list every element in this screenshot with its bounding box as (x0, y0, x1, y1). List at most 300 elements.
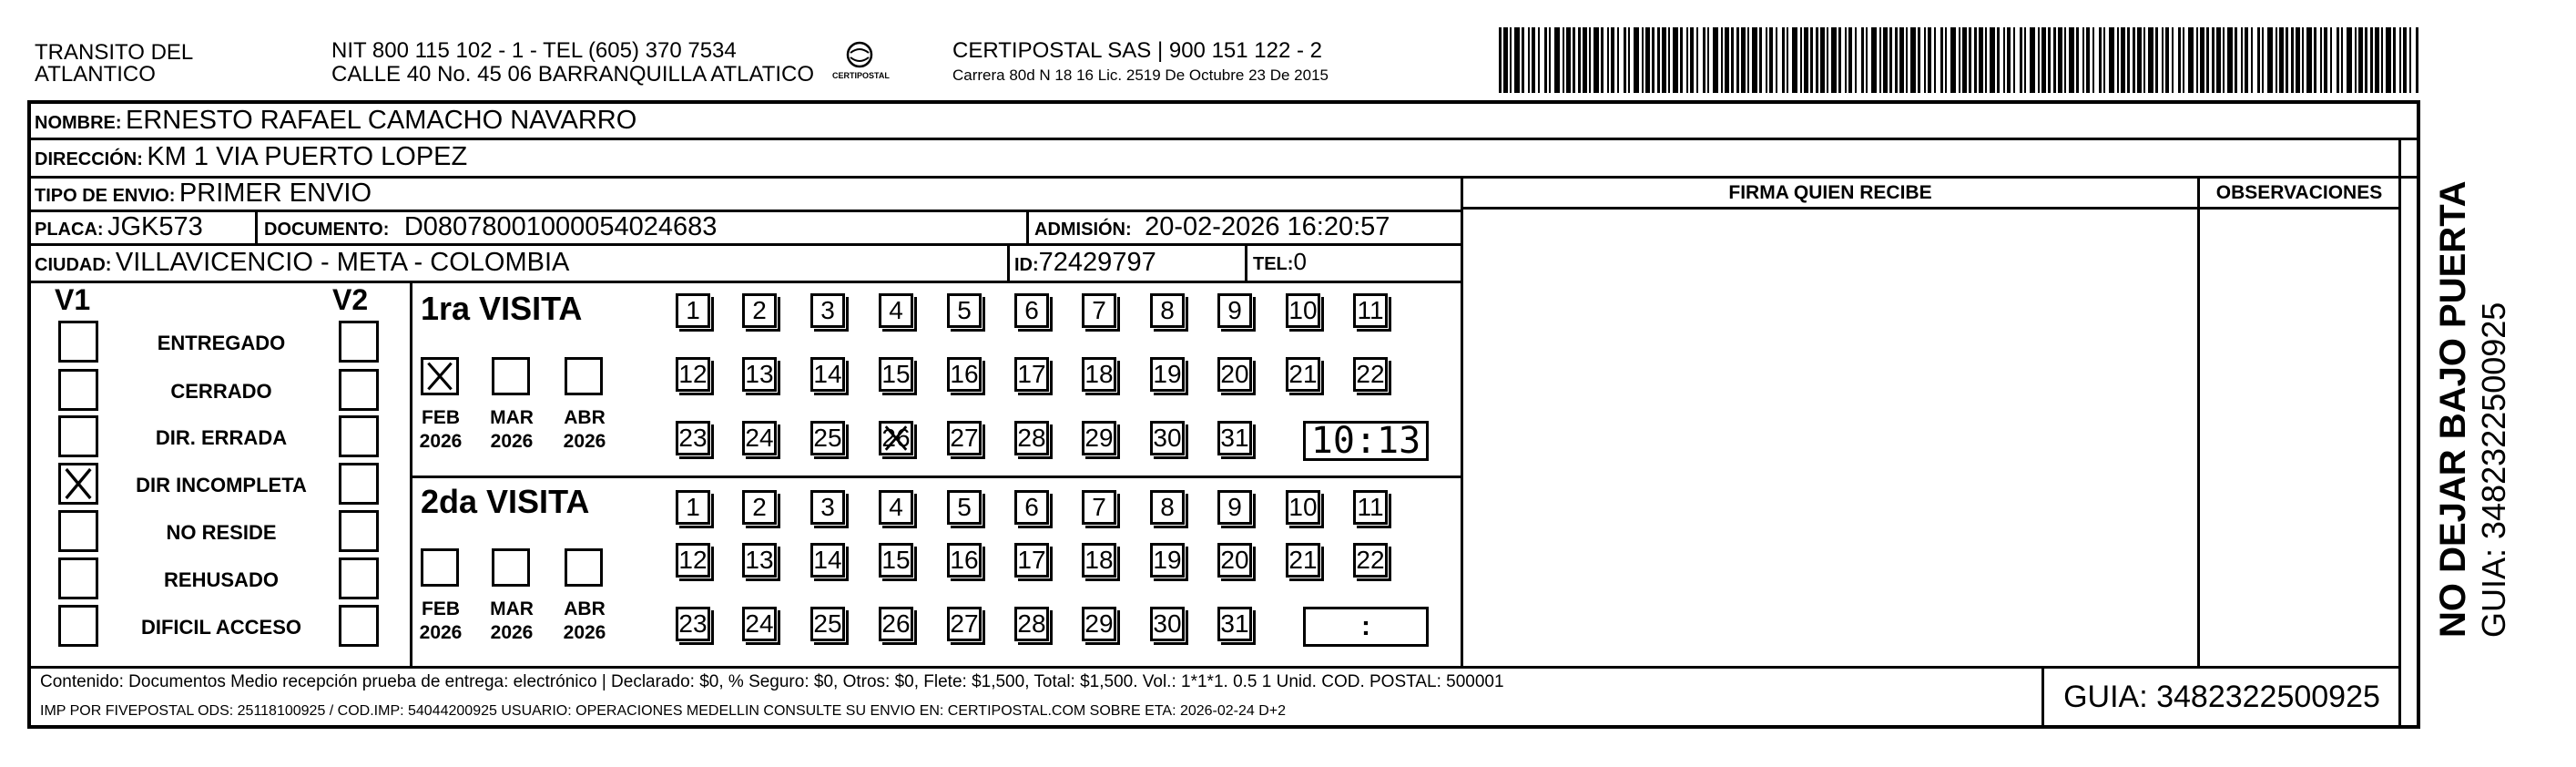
barcode-bar (1611, 27, 1614, 93)
logo-text: CERTIPOSTAL (832, 71, 890, 80)
day-checkbox[interactable] (1082, 357, 1116, 392)
documento-label: DOCUMENTO: (264, 220, 390, 240)
month-year: 2026 (419, 622, 463, 643)
company-line1: CERTIPOSTAL SAS | 900 151 122 - 2 (952, 38, 1322, 63)
month-label (553, 598, 616, 645)
barcode-bar (2076, 27, 2079, 93)
barcode-bar (2370, 27, 2373, 93)
barcode-bar (1652, 27, 1655, 93)
day-checkbox[interactable] (742, 421, 777, 455)
day-checkbox[interactable] (1217, 293, 1252, 328)
barcode-bar (2013, 27, 2015, 93)
day-number: 24 (745, 424, 774, 452)
barcode-bar (2251, 27, 2253, 93)
day-number: 6 (1024, 493, 1039, 521)
day-number: 7 (1092, 493, 1106, 521)
barcode-bar (1899, 27, 1904, 93)
barcode-bar (1563, 27, 1564, 93)
month-label (409, 598, 473, 645)
day-number: 4 (889, 296, 903, 324)
barcode-bar (2399, 27, 2401, 93)
day-number: 22 (1356, 360, 1385, 388)
status-label: ENTREGADO (157, 332, 286, 354)
day-checkbox[interactable] (1353, 293, 1388, 328)
barcode-bar (1532, 27, 1535, 93)
barcode-bar (1707, 27, 1709, 93)
day-checkbox[interactable] (1286, 543, 1320, 578)
day-checkbox[interactable] (810, 607, 845, 641)
day-checkbox[interactable] (810, 293, 845, 328)
day-number: 10 (1288, 296, 1318, 324)
barcode-bar (1810, 27, 1813, 93)
status-v1-checkbox[interactable] (58, 605, 98, 647)
barcode-bar (1690, 27, 1694, 93)
day-checkbox[interactable] (879, 357, 913, 392)
barcode-bar (1617, 27, 1619, 93)
barcode-bar (1820, 27, 1825, 93)
month-year: 2026 (563, 431, 606, 452)
day-number: 13 (745, 360, 774, 388)
day-number: 25 (813, 424, 842, 452)
day-number: 1 (686, 493, 700, 521)
col-divider (2041, 666, 2044, 729)
barcode-bar (2296, 27, 2300, 93)
barcode-bar (1827, 27, 1828, 93)
day-checkbox[interactable] (1150, 293, 1185, 328)
status-v2-checkbox[interactable] (339, 605, 379, 647)
nombre-value: ERNESTO RAFAEL CAMACHO NAVARRO (126, 106, 637, 135)
v2-header: V2 (332, 283, 369, 316)
day-number: 4 (889, 493, 903, 521)
day-number: 11 (1357, 296, 1384, 324)
barcode-bar (2048, 27, 2051, 93)
barcode-bar (2086, 27, 2090, 93)
barcode-bar (1838, 27, 1841, 93)
sender-name-line1: TRANSITO DEL (35, 40, 194, 65)
placa-label: PLACA: (35, 220, 104, 240)
barcode-bar (2165, 27, 2169, 93)
day-checkbox[interactable] (1082, 293, 1116, 328)
day-checkbox[interactable] (1014, 543, 1049, 578)
barcode-bar (1731, 27, 1734, 93)
barcode-bar (2020, 27, 2022, 93)
status-v1-checkbox[interactable] (58, 415, 98, 457)
barcode (1499, 27, 2423, 93)
day-checkbox[interactable] (1082, 490, 1116, 525)
barcode-bar (1593, 27, 1599, 93)
barcode-bar (2188, 27, 2194, 93)
day-number: 8 (1160, 296, 1175, 324)
month-checkbox[interactable] (421, 357, 459, 395)
day-checkbox[interactable] (676, 490, 710, 525)
day-number: 12 (678, 360, 708, 388)
day-checkbox[interactable] (879, 607, 913, 641)
day-checkbox[interactable] (879, 421, 913, 455)
month-label (480, 598, 544, 645)
barcode-bar (2092, 27, 2094, 93)
barcode-bar (1855, 27, 1857, 93)
day-checkbox[interactable] (1014, 357, 1049, 392)
tel-field (1253, 248, 1307, 276)
day-checkbox[interactable] (947, 293, 982, 328)
visit2-title: 2da VISITA (421, 483, 590, 520)
barcode-bar (2291, 27, 2294, 93)
day-checkbox[interactable] (1217, 490, 1252, 525)
day-number: 3 (820, 493, 835, 521)
row-divider (27, 281, 1463, 283)
barcode-bar (2099, 27, 2102, 93)
barcode-bar (1747, 27, 1749, 93)
day-checkbox[interactable] (676, 421, 710, 455)
barcode-bar (2082, 27, 2084, 93)
day-number: 15 (881, 360, 911, 388)
day-checkbox[interactable] (879, 490, 913, 525)
status-v2-checkbox[interactable] (339, 557, 379, 599)
barcode-bar (2279, 27, 2284, 93)
tipo-value: PRIMER ENVIO (178, 179, 372, 208)
status-v1-checkbox[interactable] (58, 321, 98, 363)
barcode-bar (2155, 27, 2158, 93)
barcode-bar (1831, 27, 1837, 93)
month-name: ABR (564, 598, 606, 619)
month-checkbox[interactable] (565, 548, 603, 587)
barcode-bar (2286, 27, 2288, 93)
barcode-bar (2347, 27, 2352, 93)
day-checkbox[interactable] (1150, 607, 1185, 641)
tel-value: 0 (1293, 248, 1307, 275)
ciudad-field (35, 248, 569, 278)
barcode-bar (1601, 27, 1604, 93)
status-v1-checkbox[interactable] (58, 463, 98, 505)
barcode-bar (2183, 27, 2184, 93)
status-label: DIR INCOMPLETA (136, 474, 307, 496)
row-divider (27, 176, 2420, 179)
barcode-bar (2409, 27, 2411, 93)
day-checkbox[interactable] (810, 490, 845, 525)
barcode-bar (2416, 27, 2418, 93)
day-number: 21 (1288, 546, 1318, 574)
day-checkbox[interactable] (810, 421, 845, 455)
barcode-bar (1554, 27, 1560, 93)
barcode-bar (2358, 27, 2363, 93)
barcode-bar (2386, 27, 2391, 93)
day-number: 28 (1017, 424, 1046, 452)
sender-name-line2: ATLANTICO (35, 62, 156, 87)
status-label: DIFICIL ACCESO (140, 616, 301, 639)
v1-header: V1 (55, 283, 91, 316)
barcode-bar (2200, 27, 2204, 93)
day-checkbox[interactable] (1217, 607, 1252, 641)
nombre-label: NOMBRE: (35, 113, 122, 133)
day-checkbox[interactable] (1150, 421, 1185, 455)
day-checkbox[interactable] (742, 293, 777, 328)
day-checkbox[interactable] (742, 357, 777, 392)
barcode-bar (2053, 27, 2056, 93)
id-value: 72429797 (1038, 248, 1156, 277)
footer-print-info: IMP POR FIVEPOSTAL ODS: 25118100925 / COD.IMP: 54044200925 USUARIO: OPERACIONES MEDELLIN CONSULTE SU ENVIO EN: CERTIPOSTAL.COM SOBRE ETA: 2026-02-24 D+2 (40, 703, 1287, 719)
status-v2-checkbox[interactable] (339, 369, 379, 411)
barcode-bar (2216, 27, 2221, 93)
day-checkbox[interactable] (947, 357, 982, 392)
day-checkbox[interactable] (879, 293, 913, 328)
direccion-value: KM 1 VIA PUERTO LOPEZ (147, 142, 468, 171)
day-checkbox[interactable] (676, 543, 710, 578)
day-number: 21 (1288, 360, 1318, 388)
barcode-bar (2148, 27, 2153, 93)
barcode-bar (1845, 27, 1847, 93)
day-checkbox[interactable] (1286, 490, 1320, 525)
barcode-bar (1945, 27, 1947, 93)
day-checkbox[interactable] (947, 421, 982, 455)
status-v2-checkbox[interactable] (339, 321, 379, 363)
day-checkbox[interactable] (1217, 357, 1252, 392)
day-checkbox[interactable] (1286, 293, 1320, 328)
barcode-bar (1871, 27, 1877, 93)
time-field[interactable]: 10:13 (1303, 421, 1429, 461)
barcode-bar (1578, 27, 1581, 93)
day-checkbox[interactable] (742, 543, 777, 578)
barcode-bar (2206, 27, 2209, 93)
day-number: 27 (950, 424, 979, 452)
day-number: 16 (950, 546, 979, 574)
barcode-bar (1736, 27, 1739, 93)
col-divider (2398, 138, 2401, 729)
status-v2-checkbox[interactable] (339, 415, 379, 457)
barcode-bar (2267, 27, 2273, 93)
barcode-bar (1883, 27, 1888, 93)
sender-info-line1: NIT 800 115 102 - 1 - TEL (605) 370 7534 (331, 38, 737, 63)
status-v1-checkbox[interactable] (58, 369, 98, 411)
day-checkbox[interactable] (1217, 421, 1252, 455)
day-number: 30 (1153, 609, 1182, 638)
barcode-bar (2241, 27, 2243, 93)
row-divider (1461, 207, 2398, 210)
barcode-bar (2069, 27, 2074, 93)
barcode-bar (1962, 27, 1967, 93)
barcode-bar (1934, 27, 1936, 93)
day-number: 29 (1084, 609, 1114, 638)
tipo-row (35, 179, 372, 209)
status-label: REHUSADO (164, 568, 279, 591)
month-checkbox[interactable] (565, 357, 603, 395)
barcode-bar (2320, 27, 2322, 93)
day-checkbox[interactable] (1082, 421, 1116, 455)
day-checkbox[interactable] (1014, 421, 1049, 455)
tipo-label: TIPO DE ENVIO: (35, 186, 176, 206)
day-number: 20 (1220, 546, 1249, 574)
nombre-row (35, 106, 636, 136)
day-checkbox[interactable] (742, 607, 777, 641)
day-number: 14 (813, 546, 842, 574)
day-checkbox[interactable] (1353, 543, 1388, 578)
barcode-bar (2341, 27, 2343, 93)
day-checkbox[interactable] (1014, 607, 1049, 641)
day-number: 16 (950, 360, 979, 388)
month-year: 2026 (490, 431, 534, 452)
barcode-bar (2276, 27, 2277, 93)
row-divider (27, 243, 1463, 246)
day-checkbox[interactable] (1150, 490, 1185, 525)
sender-info-line2: CALLE 40 No. 45 06 BARRANQUILLA ATLATICO (331, 62, 815, 87)
direccion-label: DIRECCIÓN: (35, 149, 143, 169)
barcode-bar (2330, 27, 2332, 93)
day-checkbox[interactable] (1217, 543, 1252, 578)
day-checkbox[interactable] (1150, 357, 1185, 392)
barcode-bar (2375, 27, 2379, 93)
barcode-bar (1804, 27, 1808, 93)
barcode-bar (1583, 27, 1587, 93)
day-checkbox[interactable] (1150, 543, 1185, 578)
day-number: 26 (881, 424, 911, 452)
day-number: 3 (820, 296, 835, 324)
barcode-bar (2262, 27, 2264, 93)
barcode-bar (1776, 27, 1777, 93)
day-checkbox[interactable] (810, 357, 845, 392)
barcode-bar (2196, 27, 2198, 93)
barcode-bar (1741, 27, 1746, 93)
barcode-bars (1499, 27, 2423, 93)
status-v1-checkbox[interactable] (58, 557, 98, 599)
day-checkbox[interactable] (947, 490, 982, 525)
barcode-bar (1642, 27, 1644, 93)
barcode-bar (1544, 27, 1547, 93)
visit1-title: 1ra VISITA (421, 290, 583, 327)
barcode-bar (2024, 27, 2026, 93)
barcode-bar (1566, 27, 1571, 93)
barcode-bar (2178, 27, 2181, 93)
month-name: ABR (564, 407, 606, 428)
day-checkbox[interactable] (879, 543, 913, 578)
x-mark-icon (423, 360, 456, 393)
barcode-bar (1522, 27, 1524, 93)
col-divider (1026, 210, 1029, 244)
day-checkbox[interactable] (1286, 357, 1320, 392)
barcode-bar (2109, 27, 2114, 93)
day-number: 31 (1220, 424, 1249, 452)
day-checkbox[interactable] (947, 607, 982, 641)
day-checkbox[interactable] (1014, 293, 1049, 328)
day-number: 17 (1017, 546, 1046, 574)
day-checkbox[interactable] (1353, 357, 1388, 392)
ciudad-value: VILLAVICENCIO - META - COLOMBIA (115, 248, 570, 277)
day-checkbox[interactable] (742, 490, 777, 525)
barcode-bar (2121, 27, 2125, 93)
month-checkbox[interactable] (492, 548, 530, 587)
barcode-bar (1573, 27, 1575, 93)
col-divider (2197, 176, 2200, 668)
status-v1-checkbox[interactable] (58, 510, 98, 552)
status-v2-checkbox[interactable] (339, 463, 379, 505)
barcode-bar (1673, 27, 1678, 93)
admision-field (1034, 212, 1390, 242)
day-number: 22 (1356, 546, 1385, 574)
month-year: 2026 (490, 622, 534, 643)
day-checkbox[interactable] (676, 357, 710, 392)
barcode-bar (1499, 27, 1502, 93)
barcode-bar (1645, 27, 1650, 93)
day-checkbox[interactable] (1014, 490, 1049, 525)
side-guia: GUIA: 3482322500925 (2475, 302, 2512, 638)
observaciones-header: OBSERVACIONES (2215, 182, 2383, 203)
barcode-bar (2365, 27, 2367, 93)
barcode-bar (1816, 27, 1818, 93)
barcode-bar (2223, 27, 2225, 93)
col-divider (1245, 243, 1247, 281)
day-number: 12 (678, 546, 708, 574)
visit-divider (410, 476, 1463, 478)
documento-field (264, 212, 717, 242)
barcode-bar (1721, 27, 1723, 93)
barcode-bar (1940, 27, 1943, 93)
day-number: 28 (1017, 609, 1046, 638)
barcode-bar (1979, 27, 1983, 93)
barcode-bar (1680, 27, 1683, 93)
barcode-bar (2245, 27, 2248, 93)
barcode-bar (1895, 27, 1898, 93)
placa-field (35, 212, 203, 242)
day-number: 30 (1153, 424, 1182, 452)
day-number: 29 (1084, 424, 1114, 452)
row-divider (27, 138, 2420, 140)
day-number: 2 (752, 493, 767, 521)
barcode-bar (2403, 27, 2407, 93)
day-number: 25 (813, 609, 842, 638)
barcode-bar (1879, 27, 1881, 93)
month-checkbox[interactable] (492, 357, 530, 395)
barcode-bar (1800, 27, 1802, 93)
day-checkbox[interactable] (810, 543, 845, 578)
placa-value: JGK573 (107, 212, 203, 241)
day-checkbox[interactable] (676, 293, 710, 328)
barcode-bar (1959, 27, 1960, 93)
barcode-bar (2162, 27, 2164, 93)
barcode-bar (1861, 27, 1864, 93)
barcode-bar (1928, 27, 1931, 93)
day-number: 24 (745, 609, 774, 638)
barcode-bar (1969, 27, 1971, 93)
month-label (409, 406, 473, 454)
day-number: 5 (957, 493, 972, 521)
barcode-bar (1528, 27, 1530, 93)
month-name: MAR (490, 407, 534, 428)
barcode-bar (1713, 27, 1718, 93)
day-checkbox[interactable] (1082, 543, 1116, 578)
day-number: 7 (1092, 296, 1106, 324)
barcode-bar (1974, 27, 1977, 93)
barcode-bar (1657, 27, 1660, 93)
id-field (1014, 248, 1156, 278)
barcode-bar (2324, 27, 2327, 93)
time-field[interactable]: : (1303, 607, 1429, 647)
id-label: ID: (1014, 255, 1039, 275)
status-v2-checkbox[interactable] (339, 510, 379, 552)
day-checkbox[interactable] (676, 607, 710, 641)
month-name: MAR (490, 598, 534, 619)
barcode-bar (1668, 27, 1670, 93)
barcode-bar (1924, 27, 1926, 93)
day-checkbox[interactable] (1353, 490, 1388, 525)
company-line2: Carrera 80d N 18 16 Lic. 2519 De Octubre 23 De 2015 (952, 66, 1329, 84)
day-number: 9 (1227, 296, 1242, 324)
barcode-bar (1985, 27, 1987, 93)
month-checkbox[interactable] (421, 548, 459, 587)
status-label: CERRADO (170, 380, 272, 403)
day-checkbox[interactable] (1082, 607, 1116, 641)
barcode-bar (1889, 27, 1892, 93)
day-checkbox[interactable] (947, 543, 982, 578)
day-number: 13 (745, 546, 774, 574)
barcode-bar (2041, 27, 2046, 93)
